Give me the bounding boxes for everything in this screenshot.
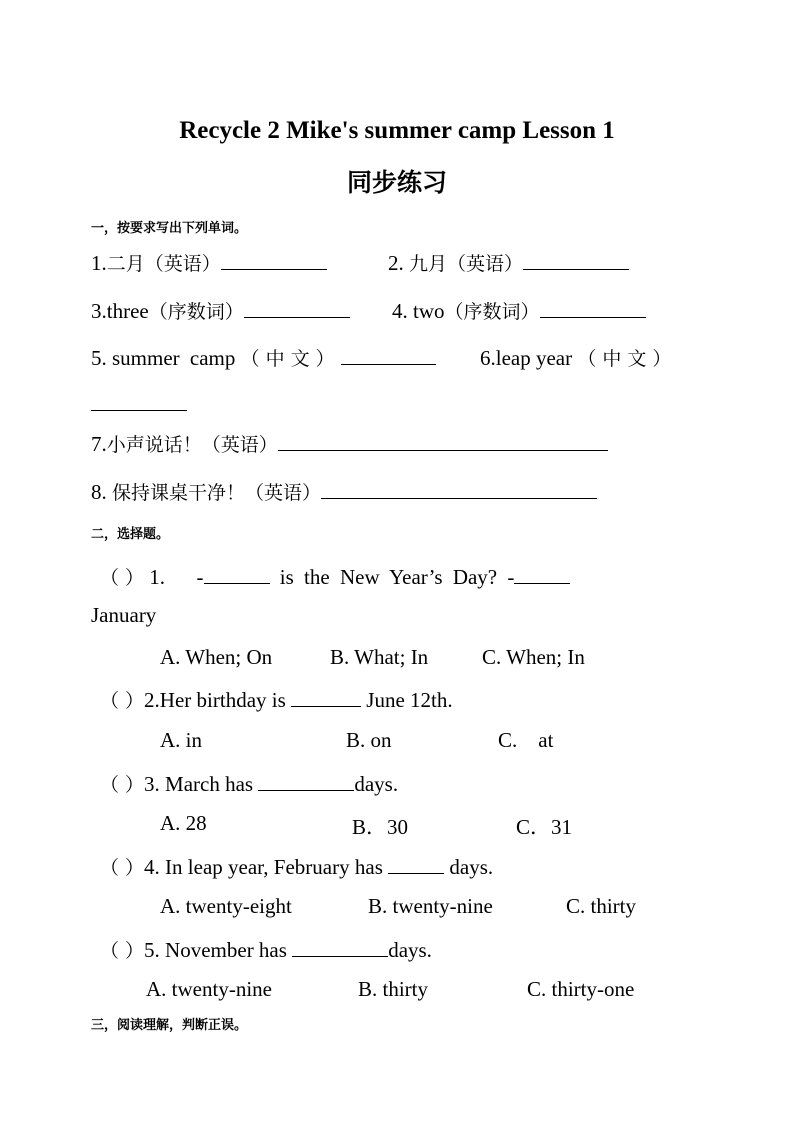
- item-8-number: 8.: [91, 480, 107, 504]
- item-6-word: leap year: [495, 346, 573, 370]
- question-line-3: [91, 344, 436, 371]
- q1-stem-b: is the New Year’s Day? -: [269, 565, 515, 589]
- item-7-number: 7.: [91, 432, 107, 456]
- answer-paren-3[interactable]: （ ）: [100, 774, 145, 796]
- section-1-heading: 一，按要求写出下列单词。: [91, 221, 248, 236]
- q3-option-b[interactable]: B．30: [352, 815, 409, 839]
- q2-stem-b: June 12th.: [361, 688, 453, 712]
- item-6-answer-blank[interactable]: [91, 390, 187, 411]
- item-5-number: 5.: [91, 346, 107, 370]
- item-4-answer-blank[interactable]: [540, 297, 646, 318]
- item-4-word: two: [413, 299, 445, 323]
- choice-question-3: [100, 770, 398, 797]
- q4-option-c[interactable]: C. thirty: [566, 894, 637, 918]
- choice-question-2: [100, 686, 453, 713]
- q1-stem-a: 1. -: [149, 565, 204, 589]
- q4-option-a[interactable]: A. twenty-eight: [160, 894, 292, 918]
- q1-stem-c: January: [91, 603, 157, 627]
- item-5-word: summer camp: [112, 346, 236, 370]
- q4-blank[interactable]: [388, 853, 444, 874]
- item-2-prompt: 九月（英语）: [409, 253, 524, 275]
- item-1-answer-blank[interactable]: [221, 249, 327, 270]
- item-4-number: 4.: [392, 299, 408, 323]
- q4-stem-a: 4. In leap year, February has: [144, 855, 389, 879]
- q2-blank[interactable]: [291, 686, 361, 707]
- item-6-prompt: （中文）: [577, 348, 678, 370]
- q5-stem-b: days.: [388, 938, 432, 962]
- question-line-1b: [388, 249, 629, 276]
- answer-paren-1[interactable]: （ ）: [100, 567, 145, 589]
- choice-question-4: [100, 853, 493, 880]
- question-line-4: [91, 430, 608, 457]
- q3-stem-b: days.: [354, 772, 399, 796]
- item-3-word: three: [106, 299, 149, 323]
- choice-question-1: [100, 563, 570, 590]
- item-7-prompt: 小声说话！（英语）: [106, 434, 278, 456]
- question-line-2b: [392, 297, 646, 324]
- q1-blank-2[interactable]: [514, 563, 570, 584]
- q3-blank[interactable]: [258, 770, 354, 791]
- question-line-2: [91, 297, 350, 324]
- q2-option-b[interactable]: B. on: [346, 728, 392, 752]
- q1-option-c[interactable]: C. When; In: [482, 645, 585, 669]
- q1-option-a[interactable]: A. When; On: [160, 645, 273, 669]
- question-line-5: [91, 478, 597, 505]
- q2-stem-a: 2.Her birthday is: [144, 688, 292, 712]
- item-3-number: 3.: [91, 299, 107, 323]
- item-3-answer-blank[interactable]: [244, 297, 350, 318]
- answer-paren-5[interactable]: （ ）: [100, 940, 145, 962]
- q1-blank-1[interactable]: [204, 563, 270, 584]
- item-1-number: 1.: [91, 251, 107, 275]
- item-7-answer-blank[interactable]: [278, 430, 608, 451]
- item-6-number: 6.: [480, 346, 496, 370]
- q5-option-a[interactable]: A. twenty-nine: [146, 977, 272, 1001]
- question-line-3c: [91, 390, 187, 417]
- question-line-3b: [480, 344, 677, 371]
- item-2-answer-blank[interactable]: [523, 249, 629, 270]
- q2-option-c[interactable]: C. at: [498, 728, 554, 752]
- answer-paren-4[interactable]: （ ）: [100, 857, 145, 879]
- q5-stem-a: 5. November has: [144, 938, 293, 962]
- choice-question-5: [100, 936, 432, 963]
- item-1-prompt: 二月（英语）: [106, 253, 221, 275]
- q5-option-b[interactable]: B. thirty: [358, 977, 429, 1001]
- section-2-heading: 二，选择题。: [91, 527, 170, 542]
- q5-blank[interactable]: [292, 936, 388, 957]
- q3-stem-a: 3. March has: [144, 772, 259, 796]
- q1-option-b[interactable]: B. What; In: [330, 645, 429, 669]
- page-subtitle: 同步练习: [346, 168, 447, 197]
- q4-stem-b: days.: [444, 855, 494, 879]
- q4-option-b[interactable]: B. twenty-nine: [368, 894, 493, 918]
- item-5-prompt: （中文）: [240, 348, 341, 370]
- question-line-1: [91, 249, 327, 276]
- q3-option-c[interactable]: C．31: [516, 815, 573, 839]
- item-2-number: 2.: [388, 251, 404, 275]
- item-8-prompt: 保持课桌干净！（英语）: [112, 482, 322, 504]
- q3-option-a[interactable]: A. 28: [160, 811, 207, 835]
- q5-option-c[interactable]: C. thirty-one: [527, 977, 635, 1001]
- item-8-answer-blank[interactable]: [321, 478, 597, 499]
- item-3-prompt: （序数词）: [148, 301, 244, 323]
- answer-paren-2[interactable]: （ ）: [100, 690, 145, 712]
- choice-question-1-cont: [91, 603, 156, 628]
- item-5-answer-blank[interactable]: [341, 344, 436, 365]
- q2-option-a[interactable]: A. in: [160, 728, 202, 752]
- item-4-prompt: （序数词）: [444, 301, 540, 323]
- section-3-heading: 三，阅读理解，判断正误。: [91, 1018, 248, 1033]
- page-title: Recycle 2 Mike's summer camp Lesson 1: [179, 117, 615, 144]
